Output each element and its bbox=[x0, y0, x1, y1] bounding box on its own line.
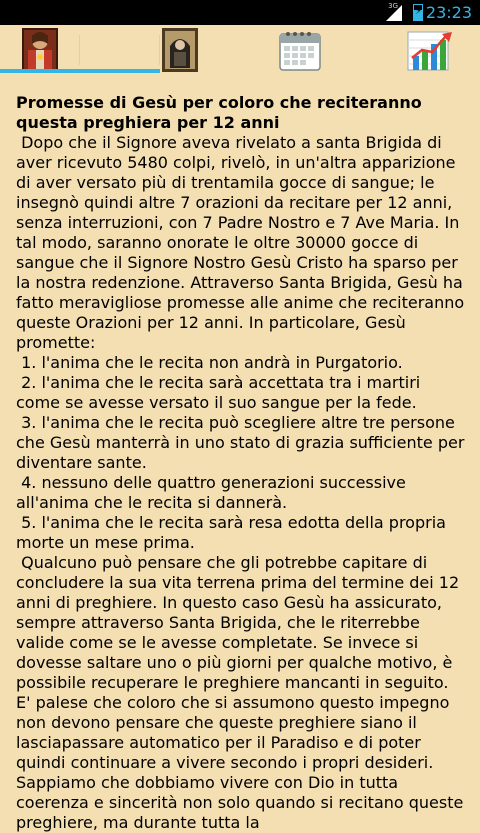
battery-charging-icon: ⚡ bbox=[413, 4, 423, 21]
tab-chart[interactable] bbox=[390, 25, 470, 73]
clock: 23:23 bbox=[425, 3, 472, 22]
tab-sacred-heart[interactable] bbox=[0, 25, 80, 73]
promise-item: 3. l'anima che le recita può scegliere altre tre persone che Gesù manterrà in uno stato di grazia sufficiente per diventare sante. bbox=[16, 413, 470, 472]
promise-item: 2. l'anima che le recita sarà accettata tra i martiri come se avesse versato il suo sangue per la fede. bbox=[16, 373, 426, 412]
promise-item: 1. l'anima che le recita non andrà in Purgatorio. bbox=[16, 353, 403, 372]
image-tab-bar bbox=[0, 25, 480, 73]
tab-saint-brigida[interactable] bbox=[140, 25, 220, 73]
signal-strength-icon bbox=[386, 5, 402, 21]
calendar-icon bbox=[277, 28, 323, 74]
promise-item: 4. nessuno delle quattro generazioni successive all'anima che le recita si dannerà. bbox=[16, 473, 411, 512]
promise-item: 5. l'anima che le recita sarà resa edotta della propria morte un mese prima. bbox=[16, 513, 452, 552]
article-intro: Dopo che il Signore aveva rivelato a santa Brigida di aver ricevuto 5480 colpi, rivelò, in un'altra apparizione di aver versato più di trentamila gocce di sangue; le insegnò quindi altre 7 orazioni da recitare per 12 anni, senza interruzioni, con 7 Padre Nostro e 7 Ave Maria. In tal modo, saranno onorate le oltre 30000 gocce di sangue che il Signore Nostro Gesù Cristo ha sparso per la nostra redenzione. Attraverso Santa Brigida, Gesù ha fatto meravigliose promesse alle anime che reciteranno queste Orazioni per 12 anni. In particolare, Gesù promette: bbox=[16, 133, 470, 352]
tab-calendar[interactable] bbox=[260, 25, 340, 73]
article-title: Promesse di Gesù per coloro che reciteranno questa preghiera per 12 anni bbox=[16, 93, 428, 132]
status-bar bbox=[0, 0, 480, 25]
tab-selected-indicator bbox=[0, 69, 80, 73]
sacred-heart-image-icon bbox=[22, 28, 58, 72]
article-closing: Qualcuno può pensare che gli potrebbe capitare di concludere la sua vita terrena prima del termine dei 12 anni di preghiere. In questo caso Gesù ha assicurato, sempre attraverso Santa Brigida, che le riterrebbe valide come se le avesse completate. Se invece si dovesse saltare uno o più giorni per qualche motivo, è possibile recuperare le preghiere mancanti in seguito. E' palese che coloro che si assumono questo impegno non devono pensare che queste preghiere siano il lasciapassare automatico per il Paradiso e di poter quindi continuare a vivere secondo i propri desideri. Sappiamo che dobbiamo vivere con Dio in tutta coerenza e sincerità non solo quando si recitano queste preghiere, ma durante tutta la bbox=[16, 553, 469, 832]
network-type-label: 3G bbox=[388, 2, 398, 10]
saint-brigida-image-icon bbox=[162, 28, 198, 72]
chart-icon bbox=[406, 28, 454, 74]
article-body bbox=[16, 93, 470, 832]
